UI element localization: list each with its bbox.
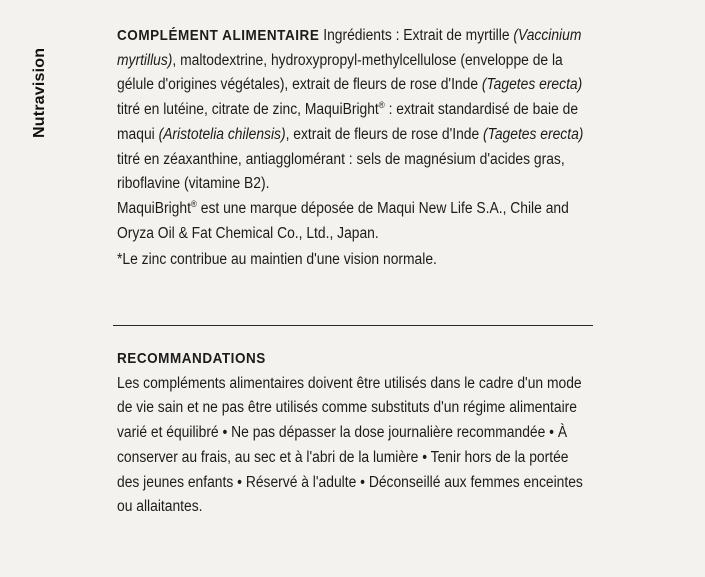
- brand-name: Nutravision: [31, 47, 48, 138]
- ingredients-intro: Ingrédients : Extrait de myrtille: [323, 27, 514, 44]
- recommendations-heading: RECOMMANDATIONS: [117, 350, 266, 367]
- latin-name: (Tagetes erecta): [483, 125, 584, 143]
- supplement-section: [117, 24, 587, 273]
- latin-name: (Aristotelia chilensis): [158, 125, 286, 143]
- section-divider: [113, 325, 593, 326]
- latin-name: (Vaccinium myrtillus): [117, 27, 582, 69]
- ingredients-text: , extrait de fleurs de rose d'Inde: [285, 125, 484, 143]
- supplement-heading: COMPLÉMENT ALIMENTAIRE: [117, 27, 320, 44]
- recommendations-section: [117, 347, 587, 520]
- ingredients-text: , maltodextrine, hydroxypropyl-methylcellulose (enveloppe de la gélule d'origines végétales), extrait de fleurs de rose d'Inde: [117, 51, 563, 94]
- ingredients-text: titré en lutéine, citrate de zinc, MaquiBright: [117, 101, 379, 119]
- registered-mark: ®: [190, 198, 197, 209]
- registered-mark: ®: [378, 100, 385, 111]
- trademark-paragraph: [117, 197, 587, 246]
- zinc-note: *Le zinc contribue au maintien d'une vision normale.: [117, 251, 437, 269]
- recommendations-text: Les compléments alimentaires doivent être utilisés dans le cadre d'un mode de vie sain et ne pas être utilisés comme substituts d'un régime alimentaire varié et équilibré • Ne pas dépasser la dose journalière recommandée • À conserver au frais, au sec et à l'abri de la lumière • Tenir hors de la portée des jeunes enfants • Réservé à l'adulte • Déconseillé aux femmes enceintes ou allaitantes.: [117, 374, 583, 516]
- ingredients-text: : extrait standardisé de baie de maqui: [117, 101, 579, 143]
- trademark-name: MaquiBright: [117, 199, 191, 217]
- latin-name: (Tagetes erecta): [481, 76, 583, 94]
- ingredients-paragraph: [117, 24, 587, 197]
- trademark-text: est une marque déposée de Maqui New Life S.A., Chile and Oryza Oil & Fat Chemical Co., Ltd., Japan.: [117, 199, 569, 242]
- ingredients-text: titré en zéaxanthine, antiagglomérant : sels de magnésium d'acides gras, riboflavine (vitamine B2).: [117, 150, 565, 193]
